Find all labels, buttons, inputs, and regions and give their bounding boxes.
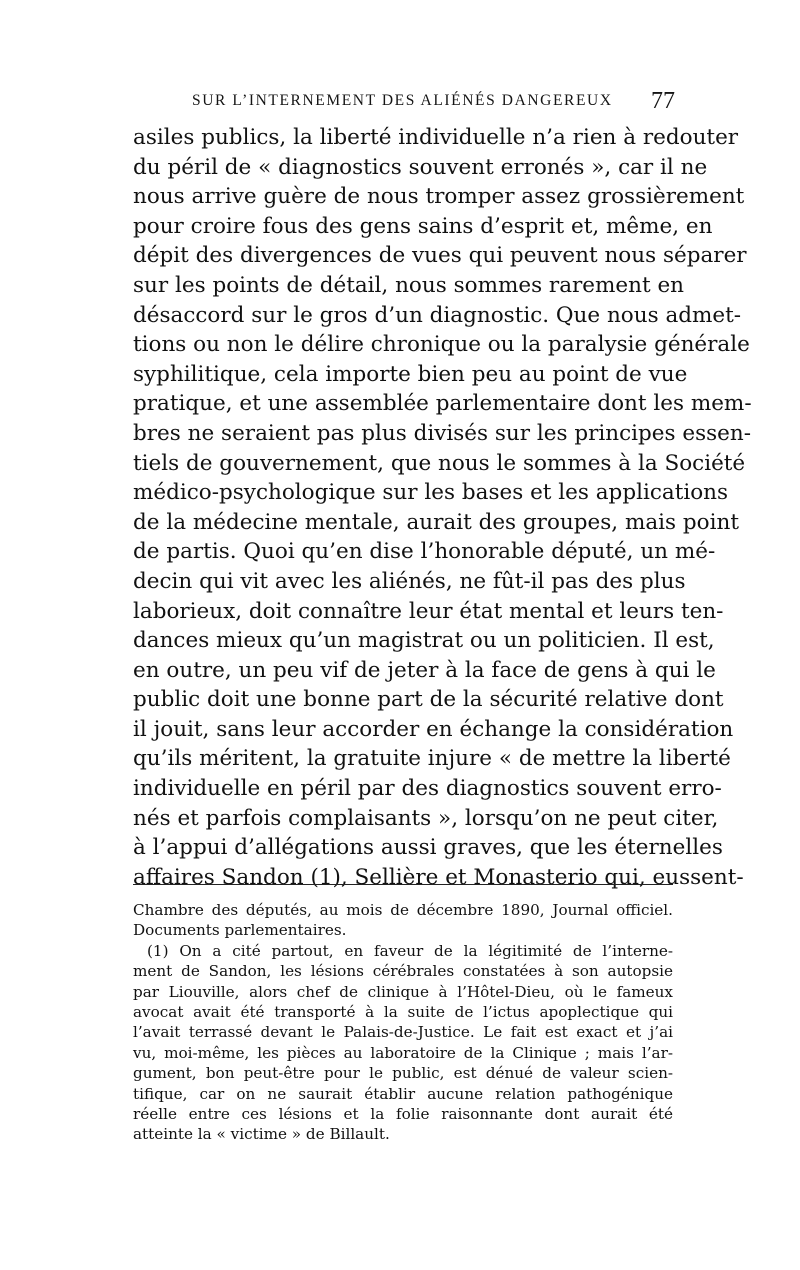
body-line: affaires Sandon (1), Sellière et Monasterio qui, eussent- [133,864,744,890]
body-line: à l’appui d’allégations aussi graves, que les éternelles [133,835,723,861]
running-head-title: SUR L’INTERNEMENT DES ALIÉNÉS DANGEREUX [192,92,613,109]
body-line: laborieux, doit connaître leur état mental et leurs ten- [133,598,724,624]
body-line: pour croire fous des gens sains d’esprit et, même, en [133,213,713,239]
body-line: désaccord sur le gros d’un diagnostic. Que nous admet- [133,302,742,328]
body-line: du péril de « diagnostics souvent erronés », car il ne [133,154,708,180]
body-line: individuelle en péril par des diagnostics souvent erro- [133,776,722,802]
body-line: pratique, et une assemblée parlementaire dont les mem- [133,391,752,417]
footnote-line: réelle entre ces lésions et la folie raisonnante dont aurait été [133,1104,673,1123]
footnote-line: Chambre des députés, au mois de décembre 1890, Journal officiel. [133,901,673,919]
footnote-line: (1) On a cité partout, en faveur de la légitimité de l’interne- [147,941,673,960]
footnote-line: ment de Sandon, les lésions cérébrales constatées à son autopsie [133,962,673,981]
body-line: decin qui vit avec les aliénés, ne fût-il pas des plus [133,568,686,594]
body-line: en outre, un peu vif de jeter à la face de gens à qui le [133,657,716,683]
body-line: dances mieux qu’un magistrat ou un politicien. Il est, [133,628,715,654]
body-line: de la médecine mentale, aurait des groupes, mais point [133,509,739,535]
body-line: médico-psychologique sur les bases et les applications [133,480,729,506]
page-number: 77 [651,88,675,114]
body-line: syphilitique, cela importe bien peu au point de vue [133,361,688,387]
body-line: il jouit, sans leur accorder en échange la considération [133,716,734,742]
footnote-line: tifique, car on ne saurait établir aucune relation pathogénique [133,1084,673,1103]
body-line: nés et parfois complaisants », lorsqu’on ne peut citer, [133,805,719,831]
footnote-line: l’avait terrassé devant le Palais-de-Justice. Le fait est exact et j’ai [133,1023,673,1042]
footnote-line: Documents parlementaires. [133,921,347,940]
body-line: tions ou non le délire chronique ou la paralysie générale [133,332,750,358]
body-line: public doit une bonne part de la sécurité relative dont [133,687,724,713]
footnotes [133,900,673,1145]
footnote-line: vu, moi-même, les pièces au laboratoire de la Clinique ; mais l’ar- [133,1043,673,1062]
footnote-line: atteinte la « victime » de Billault. [133,1125,390,1144]
footnote-line: par Liouville, alors chef de clinique à l’Hôtel-Dieu, où le fameux [133,982,673,1001]
body-line: tiels de gouvernement, que nous le sommes à la Société [133,450,746,476]
footnote-separator-rule [133,884,673,885]
footnote-line: avocat avait été transporté à la suite de l’ictus apoplectique qui [133,1002,673,1021]
body-line: qu’ils méritent, la gratuite injure « de mettre la liberté [133,746,731,772]
body-line: de partis. Quoi qu’en dise l’honorable député, un mé- [133,539,716,565]
body-line: asiles publics, la liberté individuelle n’a rien à redouter [133,125,739,150]
body-text [133,123,752,892]
running-head [130,88,675,120]
body-line: bres ne seraient pas plus divisés sur les principes essen- [133,420,752,446]
body-line: sur les points de détail, nous sommes rarement en [133,272,685,298]
body-line: nous arrive guère de nous tromper assez grossièrement [133,184,745,210]
body-line: dépit des divergences de vues qui peuvent nous séparer [133,243,747,269]
footnote-line: gument, bon peut-être pour le public, est dénué de valeur scien- [133,1064,673,1083]
